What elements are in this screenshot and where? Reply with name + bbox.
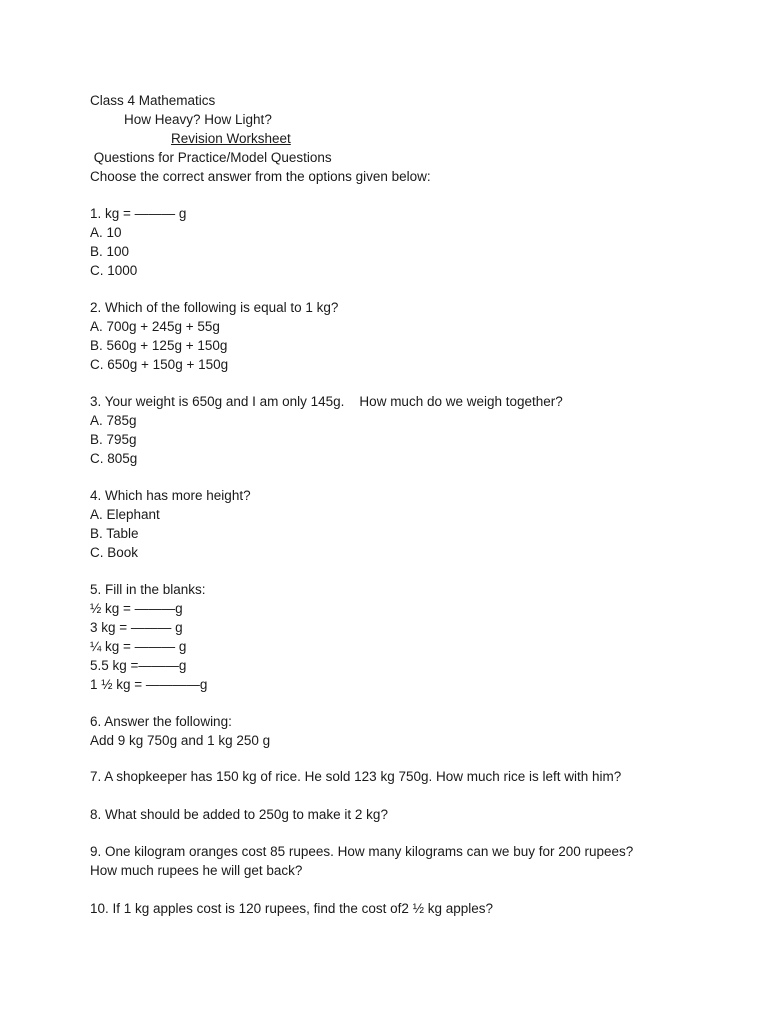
question-3-option-b: B. 795g [90, 432, 137, 447]
question-2-option-a: A. 700g + 245g + 55g [90, 319, 220, 334]
question-5-blank-2: 3 kg = ——— g [90, 620, 183, 635]
question-4-option-a: A. Elephant [90, 507, 160, 522]
question-1-option-a: A. 10 [90, 225, 122, 240]
question-8: 8. What should be added to 250g to make it 2 kg? [90, 807, 388, 822]
chapter-title: How Heavy? How Light? [124, 112, 272, 127]
worksheet-title: Revision Worksheet [171, 131, 291, 146]
question-3: 3. Your weight is 650g and I am only 145g. How much do we weigh together? [90, 394, 563, 409]
question-4-option-b: B. Table [90, 526, 139, 541]
question-9: 9. One kilogram oranges cost 85 rupees. How many kilograms can we buy for 200 rupees? [90, 844, 634, 859]
question-5-blank-3: ¼ kg = ——— g [90, 639, 187, 654]
class-title: Class 4 Mathematics [90, 93, 216, 108]
question-4: 4. Which has more height? [90, 488, 251, 503]
question-4-option-c: C. Book [90, 545, 139, 560]
question-10: 10. If 1 kg apples cost is 120 rupees, find the cost of2 ½ kg apples? [90, 901, 494, 916]
question-7: 7. A shopkeeper has 150 kg of rice. He sold 123 kg 750g. How much rice is left with him? [90, 769, 622, 784]
question-5: 5. Fill in the blanks: [90, 582, 206, 597]
question-6-sub: Add 9 kg 750g and 1 kg 250 g [90, 733, 271, 748]
question-3-option-a: A. 785g [90, 413, 137, 428]
worksheet-subtitle: Questions for Practice/Model Questions [90, 150, 332, 165]
question-5-blank-4: 5.5 kg =———g [90, 658, 187, 673]
question-2-option-c: C. 650g + 150g + 150g [90, 357, 229, 372]
instruction-text: Choose the correct answer from the options given below: [90, 169, 431, 184]
question-1-option-b: B. 100 [90, 244, 130, 259]
question-9-sub: How much rupees he will get back? [90, 863, 303, 878]
question-1-option-c: C. 1000 [90, 263, 138, 278]
question-5-blank-5: 1 ½ kg = ————g [90, 677, 208, 692]
question-3-option-c: C. 805g [90, 451, 138, 466]
question-2: 2. Which of the following is equal to 1 kg? [90, 300, 339, 315]
question-5-blank-1: ½ kg = ———g [90, 601, 183, 616]
question-2-option-b: B. 560g + 125g + 150g [90, 338, 228, 353]
question-6: 6. Answer the following: [90, 714, 232, 729]
question-1: 1. kg = ——— g [90, 206, 187, 221]
